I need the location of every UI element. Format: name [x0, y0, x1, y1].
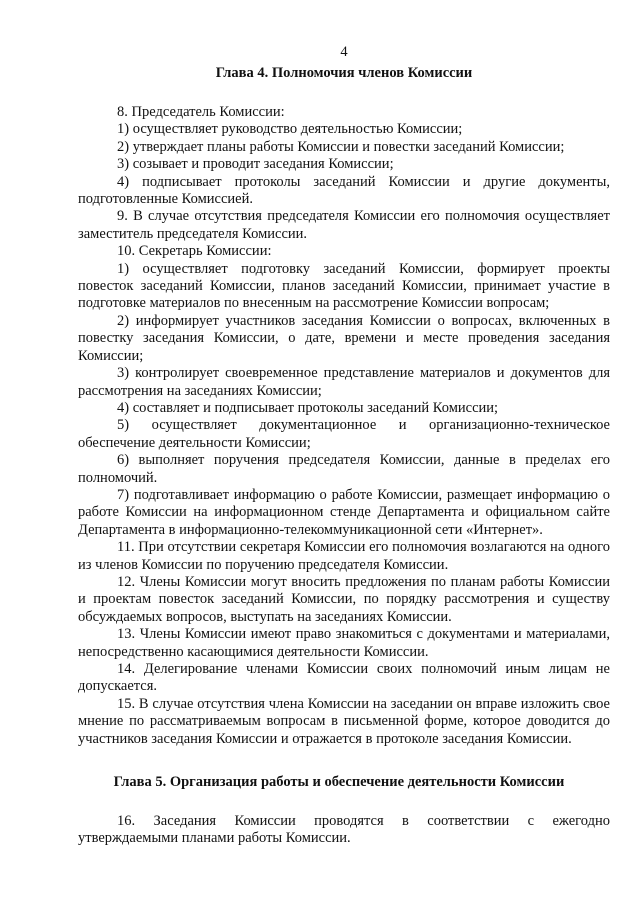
- paragraph-8-2: 2) утверждает планы работы Комиссии и повестки заседаний Комиссии;: [117, 138, 565, 155]
- paragraph-12: 12. Члены Комиссии могут вносить предложения по планам работы Комиссии и проектам повесток заседаний Комиссии, по порядку рассмотрения и существу обсуждаемых вопросов, выступать на заседаниях Комиссии.: [78, 573, 610, 625]
- paragraph-10-4: 4) составляет и подписывает протоколы заседаний Комиссии;: [117, 399, 499, 416]
- paragraph-15: 15. В случае отсутствия члена Комиссии на заседании он вправе изложить свое мнение по рассматриваемым вопросам в письменной форме, которое доводится до участников заседания Комиссии и отражается в протоколе заседания Комиссии.: [78, 695, 610, 747]
- paragraph-10-7: 7) подготавливает информацию о работе Комиссии, размещает информацию о работе Комиссии на информационном стенде Департамента и официальном сайте Департамента в информационно-телекоммуникационной сети «Интернет».: [78, 486, 610, 538]
- paragraph-8-1: 1) осуществляет руководство деятельностью Комиссии;: [117, 121, 463, 138]
- paragraph-10-2: 2) информирует участников заседания Комиссии о вопросах, включенных в повестку заседания Комиссии, о дате, времени и месте проведения заседания Комиссии;: [78, 312, 610, 364]
- paragraph-10-5: 5) осуществляет документационное и организационно-техническое обеспечение деятельности Комиссии;: [78, 417, 610, 451]
- paragraph-14: 14. Делегирование членами Комиссии своих полномочий иным лицам не допускается.: [78, 661, 610, 695]
- paragraph-8: 8. Председатель Комиссии:: [117, 104, 285, 120]
- chapter-5-heading: Глава 5. Организация работы и обеспечение деятельности Комиссии: [113, 774, 565, 791]
- paragraph-13: 13. Члены Комиссии имеют право знакомиться с документами и материалами, непосредственно касающимися деятельности Комиссии.: [78, 626, 610, 660]
- paragraph-11: 11. При отсутствии секретаря Комиссии его полномочия возлагаются на одного из членов Комиссии по поручению председателя Комиссии.: [78, 539, 610, 573]
- chapter-4-body: [78, 104, 610, 748]
- paragraph-10-1: 1) осуществляет подготовку заседаний Комиссии, формирует проекты повесток заседаний Комиссии, планов заседаний Комиссии, принимает участие в подготовке материалов по внесенным на рассмотрение Комиссии вопросам;: [78, 260, 610, 312]
- chapter-4-heading: Глава 4. Полномочия членов Комиссии: [215, 65, 473, 81]
- page-number: 4: [340, 44, 348, 60]
- chapter-5-body: [78, 813, 610, 848]
- paragraph-16: 16. Заседания Комиссии проводятся в соответствии с ежегодно утверждаемыми планами работы Комиссии.: [78, 813, 610, 847]
- paragraph-8-3: 3) созывает и проводит заседания Комиссии;: [117, 156, 394, 173]
- paragraph-8-4: 4) подписывает протоколы заседаний Комиссии и другие документы, подготовленные Комиссией.: [78, 173, 610, 208]
- paragraph-10-6: 6) выполняет поручения председателя Комиссии, данные в пределах его полномочий.: [78, 452, 610, 486]
- paragraph-10-3: 3) контролирует своевременное представление материалов и документов для рассмотрения на заседаниях Комиссии;: [78, 365, 610, 399]
- paragraph-10: 10. Секретарь Комиссии:: [117, 243, 272, 260]
- paragraph-9: 9. В случае отсутствия председателя Комиссии его полномочия осуществляет заместитель председателя Комиссии.: [78, 208, 610, 242]
